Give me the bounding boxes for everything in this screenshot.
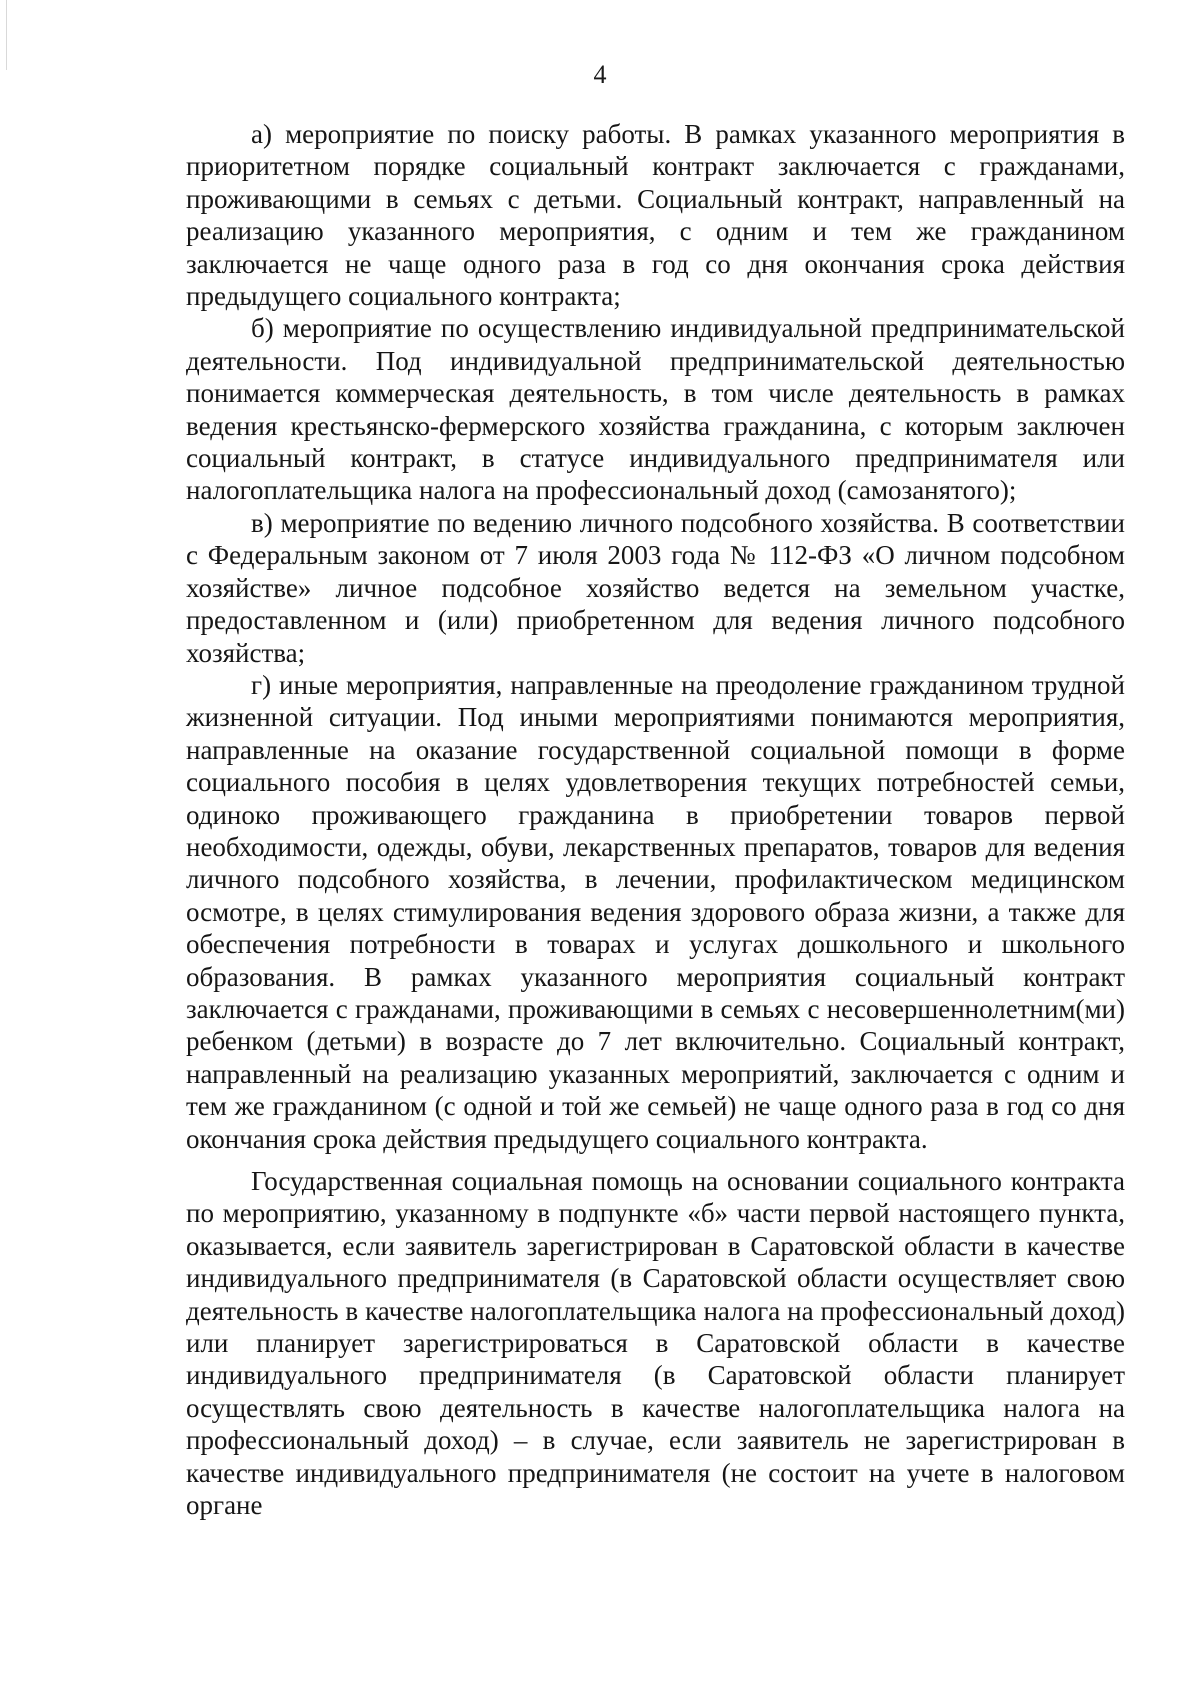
paragraph-state-assistance: Государственная социальная помощь на основании социального контракта по мероприятию, указанному в подпункте «б» части первой настоящего пункта, оказывается, если заявитель зарегистрирован в Саратовской области в качестве индивидуального предпринимателя (в Саратовской области осуществляет свою деятельность в качестве налогоплательщика налога на профессиональный доход) или планирует зарегистрироваться в Саратовской области в качестве индивидуального предпринимателя (в Саратовской области планирует осуществлять свою деятельность в качестве налогоплательщика налога на профессиональный доход) – в случае, если заявитель не зарегистрирован в качестве индивидуального предпринимателя (не состоит на учете в налоговом органе [186,1166,1125,1521]
paragraph-g: г) иные мероприятия, направленные на преодоление гражданином трудной жизненной ситуации. Под иными мероприятиями понимаются мероприятия, направленные на оказание государственной социальной помощи в форме социального пособия в целях удовлетворения текущих потребностей семьи, одиноко проживающего гражданина в приобретении товаров первой необходимости, одежды, обуви, лекарственных препаратов, товаров для ведения личного подсобного хозяйства, в лечении, профилактическом медицинском осмотре, в целях стимулирования ведения здорового образа жизни, а также для обеспечения потребности в товарах и услугах дошкольного и школьного образования. В рамках указанного мероприятия социальный контракт заключается с гражданами, проживающими в семьях с несовершеннолетним(ми) ребенком (детьми) в возрасте до 7 лет включительно. Социальный контракт, направленный на реализацию указанных мероприятий, заключается с одним и тем же гражданином (с одной и той же семьей) не чаще одного раза в год со дня окончания срока действия предыдущего социального контракта. [186,669,1125,1154]
page-number: 4 [593,60,607,89]
paragraph-v: в) мероприятие по ведению личного подсобного хозяйства. В соответствии с Федеральным законом от 7 июля 2003 года № 112-ФЗ «О личном подсобном хозяйстве» личное подсобное хозяйство ведется на земельном участке, предоставленном и (или) приобретенном для ведения личного подсобного хозяйства; [186,507,1125,668]
document-body [186,118,1125,1521]
paragraph-b: б) мероприятие по осуществлению индивидуальной предпринимательской деятельности. Под индивидуальной предпринимательской деятельностью понимается коммерческая деятельность, в том числе деятельность в рамках ведения крестьянско-фермерского хозяйства гражданина, с которым заключен социальный контракт, в статусе индивидуального предпринимателя или налогоплательщика налога на профессиональный доход (самозанятого); [186,313,1125,506]
paragraph-a: а) мероприятие по поиску работы. В рамках указанного мероприятия в приоритетном порядке социальный контракт заключается с гражданами, проживающими в семьях с детьми. Социальный контракт, направленный на реализацию указанного мероприятия, с одним и тем же гражданином заключается не чаще одного раза в год со дня окончания срока действия предыдущего социального контракта; [186,119,1125,312]
